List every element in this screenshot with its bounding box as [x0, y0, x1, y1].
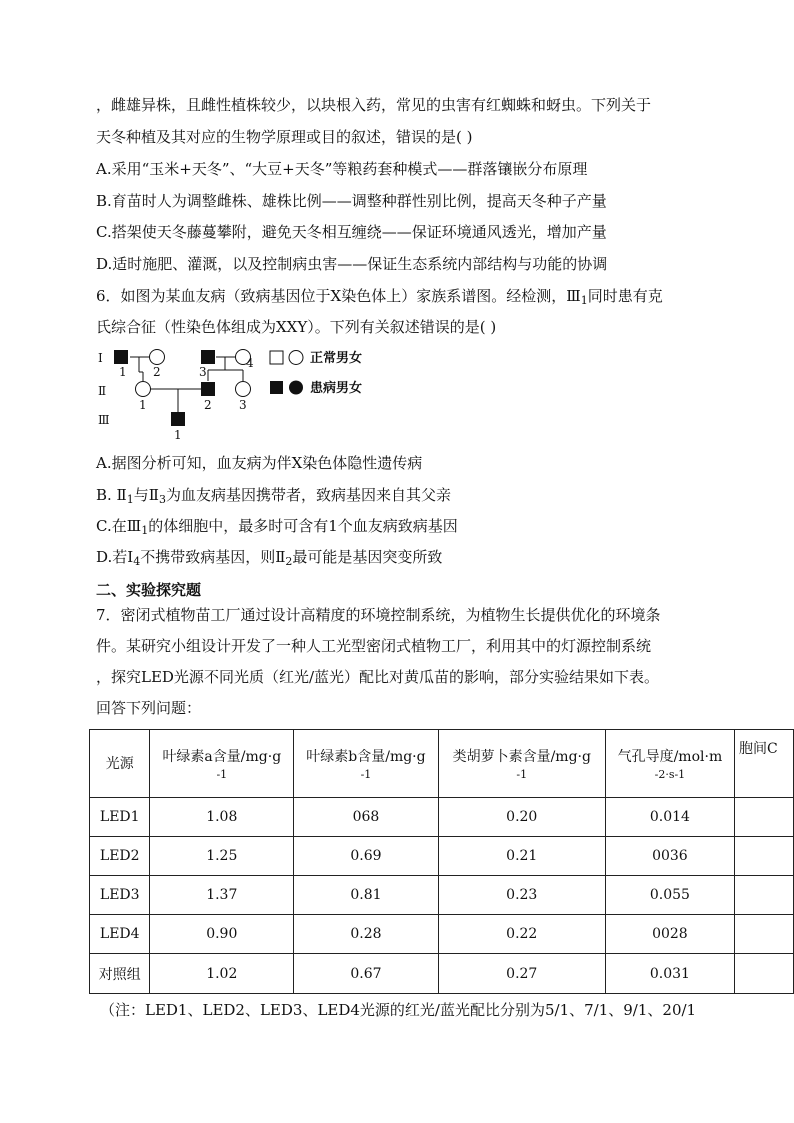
cell: 0036 — [605, 837, 734, 876]
header-cell: 胞间C — [735, 730, 794, 798]
gen1-male-1-affected — [114, 350, 128, 364]
gen3-male-1-affected — [171, 412, 185, 426]
legend-affected-label: 患病男女 — [310, 381, 363, 396]
cell: 0.22 — [438, 915, 605, 954]
table-row — [90, 915, 794, 954]
cell — [735, 876, 794, 915]
gen-label-1: Ⅰ — [98, 351, 103, 365]
cell: 068 — [294, 798, 439, 837]
table-row — [90, 798, 794, 837]
results-table — [89, 729, 794, 994]
q6-stem-line1: 6．如图为某血友病（致病基因位于X染色体上）家族系谱图。经检测，$Ⅲ_1$同时患有克 — [96, 287, 663, 307]
header-cell: 光源 — [90, 730, 150, 798]
cell: 0028 — [605, 915, 734, 954]
legend-affected-female-icon — [289, 381, 303, 395]
cell: 0.69 — [294, 837, 439, 876]
gen2-female-3-normal — [236, 382, 251, 397]
cell: 0.20 — [438, 798, 605, 837]
cell: 0.28 — [294, 915, 439, 954]
q5-option-d: D.适时施肥、灌溉，以及控制病虫害——保证生态系统内部结构与功能的协调 — [96, 255, 608, 273]
gen2-male-2-affected — [201, 382, 215, 396]
cell — [735, 798, 794, 837]
cell — [735, 837, 794, 876]
legend-normal-female-icon — [289, 351, 303, 365]
table-row — [90, 954, 794, 994]
q7-stem-line2: 件。某研究小组设计开发了一种人工光型密闭式植物工厂，利用其中的灯源控制系统 — [96, 637, 652, 655]
cell: 0.90 — [150, 915, 294, 954]
gen1-num-1: 1 — [119, 365, 127, 379]
table-header-row — [90, 730, 794, 798]
legend-affected-male-icon — [270, 381, 283, 394]
q5-stem-line2: 天冬种植及其对应的生物学原理或目的叙述，错误的是( ) — [96, 128, 473, 146]
cell — [735, 915, 794, 954]
cell-light-source: LED2 — [90, 837, 150, 876]
gen2-num-2: 2 — [204, 398, 212, 412]
gen1-male-3-affected — [201, 350, 215, 364]
q6-option-b: B. $Ⅱ_1$与$Ⅱ_3$为血友病基因携带者，致病基因来自其父亲 — [96, 486, 451, 506]
gen1-num-3: 3 — [199, 365, 207, 379]
cell: 0.81 — [294, 876, 439, 915]
cell: 0.67 — [294, 954, 439, 994]
legend-normal-label: 正常男女 — [310, 351, 363, 366]
q5-option-c: C.搭架使天冬藤蔓攀附，避免天冬相互缠绕——保证环境通风透光，增加产量 — [96, 223, 607, 241]
gen1-num-2: 2 — [153, 365, 161, 379]
gen-label-2: Ⅱ — [98, 384, 107, 398]
cell: 0.014 — [605, 798, 734, 837]
q7-stem-line1: 7．密闭式植物苗工厂通过设计高精度的环境控制系统，为植物生长提供优化的环境条 — [96, 606, 661, 624]
gen2-num-1: 1 — [139, 398, 147, 412]
header-cell: 叶绿素a含量/mg·g -1 — [150, 730, 294, 798]
q7-stem-line4: 回答下列问题： — [96, 699, 202, 717]
q5-option-a: A.采用“玉米+天冬”、“大豆+天冬”等粮药套种模式——群落镶嵌分布原理 — [96, 160, 588, 178]
cell-light-source: LED3 — [90, 876, 150, 915]
table-row — [90, 876, 794, 915]
q7-stem-line3: ，探究LED光源不同光质（红光/蓝光）配比对黄瓜苗的影响，部分实验结果如下表。 — [96, 668, 659, 686]
cell-light-source: 对照组 — [90, 954, 150, 994]
q6-option-c: C.在$Ⅲ_1$的体细胞中，最多时可含有1个血友病致病基因 — [96, 517, 458, 537]
pedigree-diagram — [90, 340, 390, 445]
section-title: 二、实验探究题 — [96, 581, 202, 599]
cell: 0.23 — [438, 876, 605, 915]
gen1-female-2-normal — [150, 350, 165, 365]
q5-option-b: B.育苗时人为调整雌株、雄株比例——调整种群性别比例，提高天冬种子产量 — [96, 192, 607, 210]
cell: 1.37 — [150, 876, 294, 915]
header-cell: 类胡萝卜素含量/mg·g -1 — [438, 730, 605, 798]
q6-option-a: A.据图分析可知，血友病为伴X染色体隐性遗传病 — [96, 454, 423, 472]
cell — [735, 954, 794, 994]
cell-light-source: LED1 — [90, 798, 150, 837]
q5-stem-line1: ，雌雄异株，且雌性植株较少，以块根入药，常见的虫害有红蜘蛛和蚜虫。下列关于 — [96, 96, 652, 114]
gen1-num-4: 4 — [246, 356, 254, 370]
gen3-num-1: 1 — [174, 428, 182, 442]
cell: 0.27 — [438, 954, 605, 994]
table-row — [90, 837, 794, 876]
q6-option-d: D.若$I_4$不携带致病基因，则$Ⅱ_2$最可能是基因突变所致 — [96, 548, 443, 568]
gen2-female-1-normal — [136, 382, 151, 397]
gen2-num-3: 3 — [239, 398, 247, 412]
table-note: （注：LED1、LED2、LED3、LED4光源的红光/蓝光配比分别为5/1、7/1、9/1、20/1 — [100, 1001, 697, 1019]
cell: 1.25 — [150, 837, 294, 876]
gen-label-3: Ⅲ — [98, 413, 110, 427]
cell: 1.02 — [150, 954, 294, 994]
q6-stem-line2: 氏综合征（性染色体组成为XXY）。下列有关叙述错误的是( ) — [96, 318, 497, 336]
cell: 0.21 — [438, 837, 605, 876]
cell: 0.055 — [605, 876, 734, 915]
header-cell: 气孔导度/mol·m -2·s-1 — [605, 730, 734, 798]
cell: 1.08 — [150, 798, 294, 837]
cell-light-source: LED4 — [90, 915, 150, 954]
legend-normal-male-icon — [270, 351, 283, 364]
header-cell: 叶绿素b含量/mg·g -1 — [294, 730, 439, 798]
cell: 0.031 — [605, 954, 734, 994]
